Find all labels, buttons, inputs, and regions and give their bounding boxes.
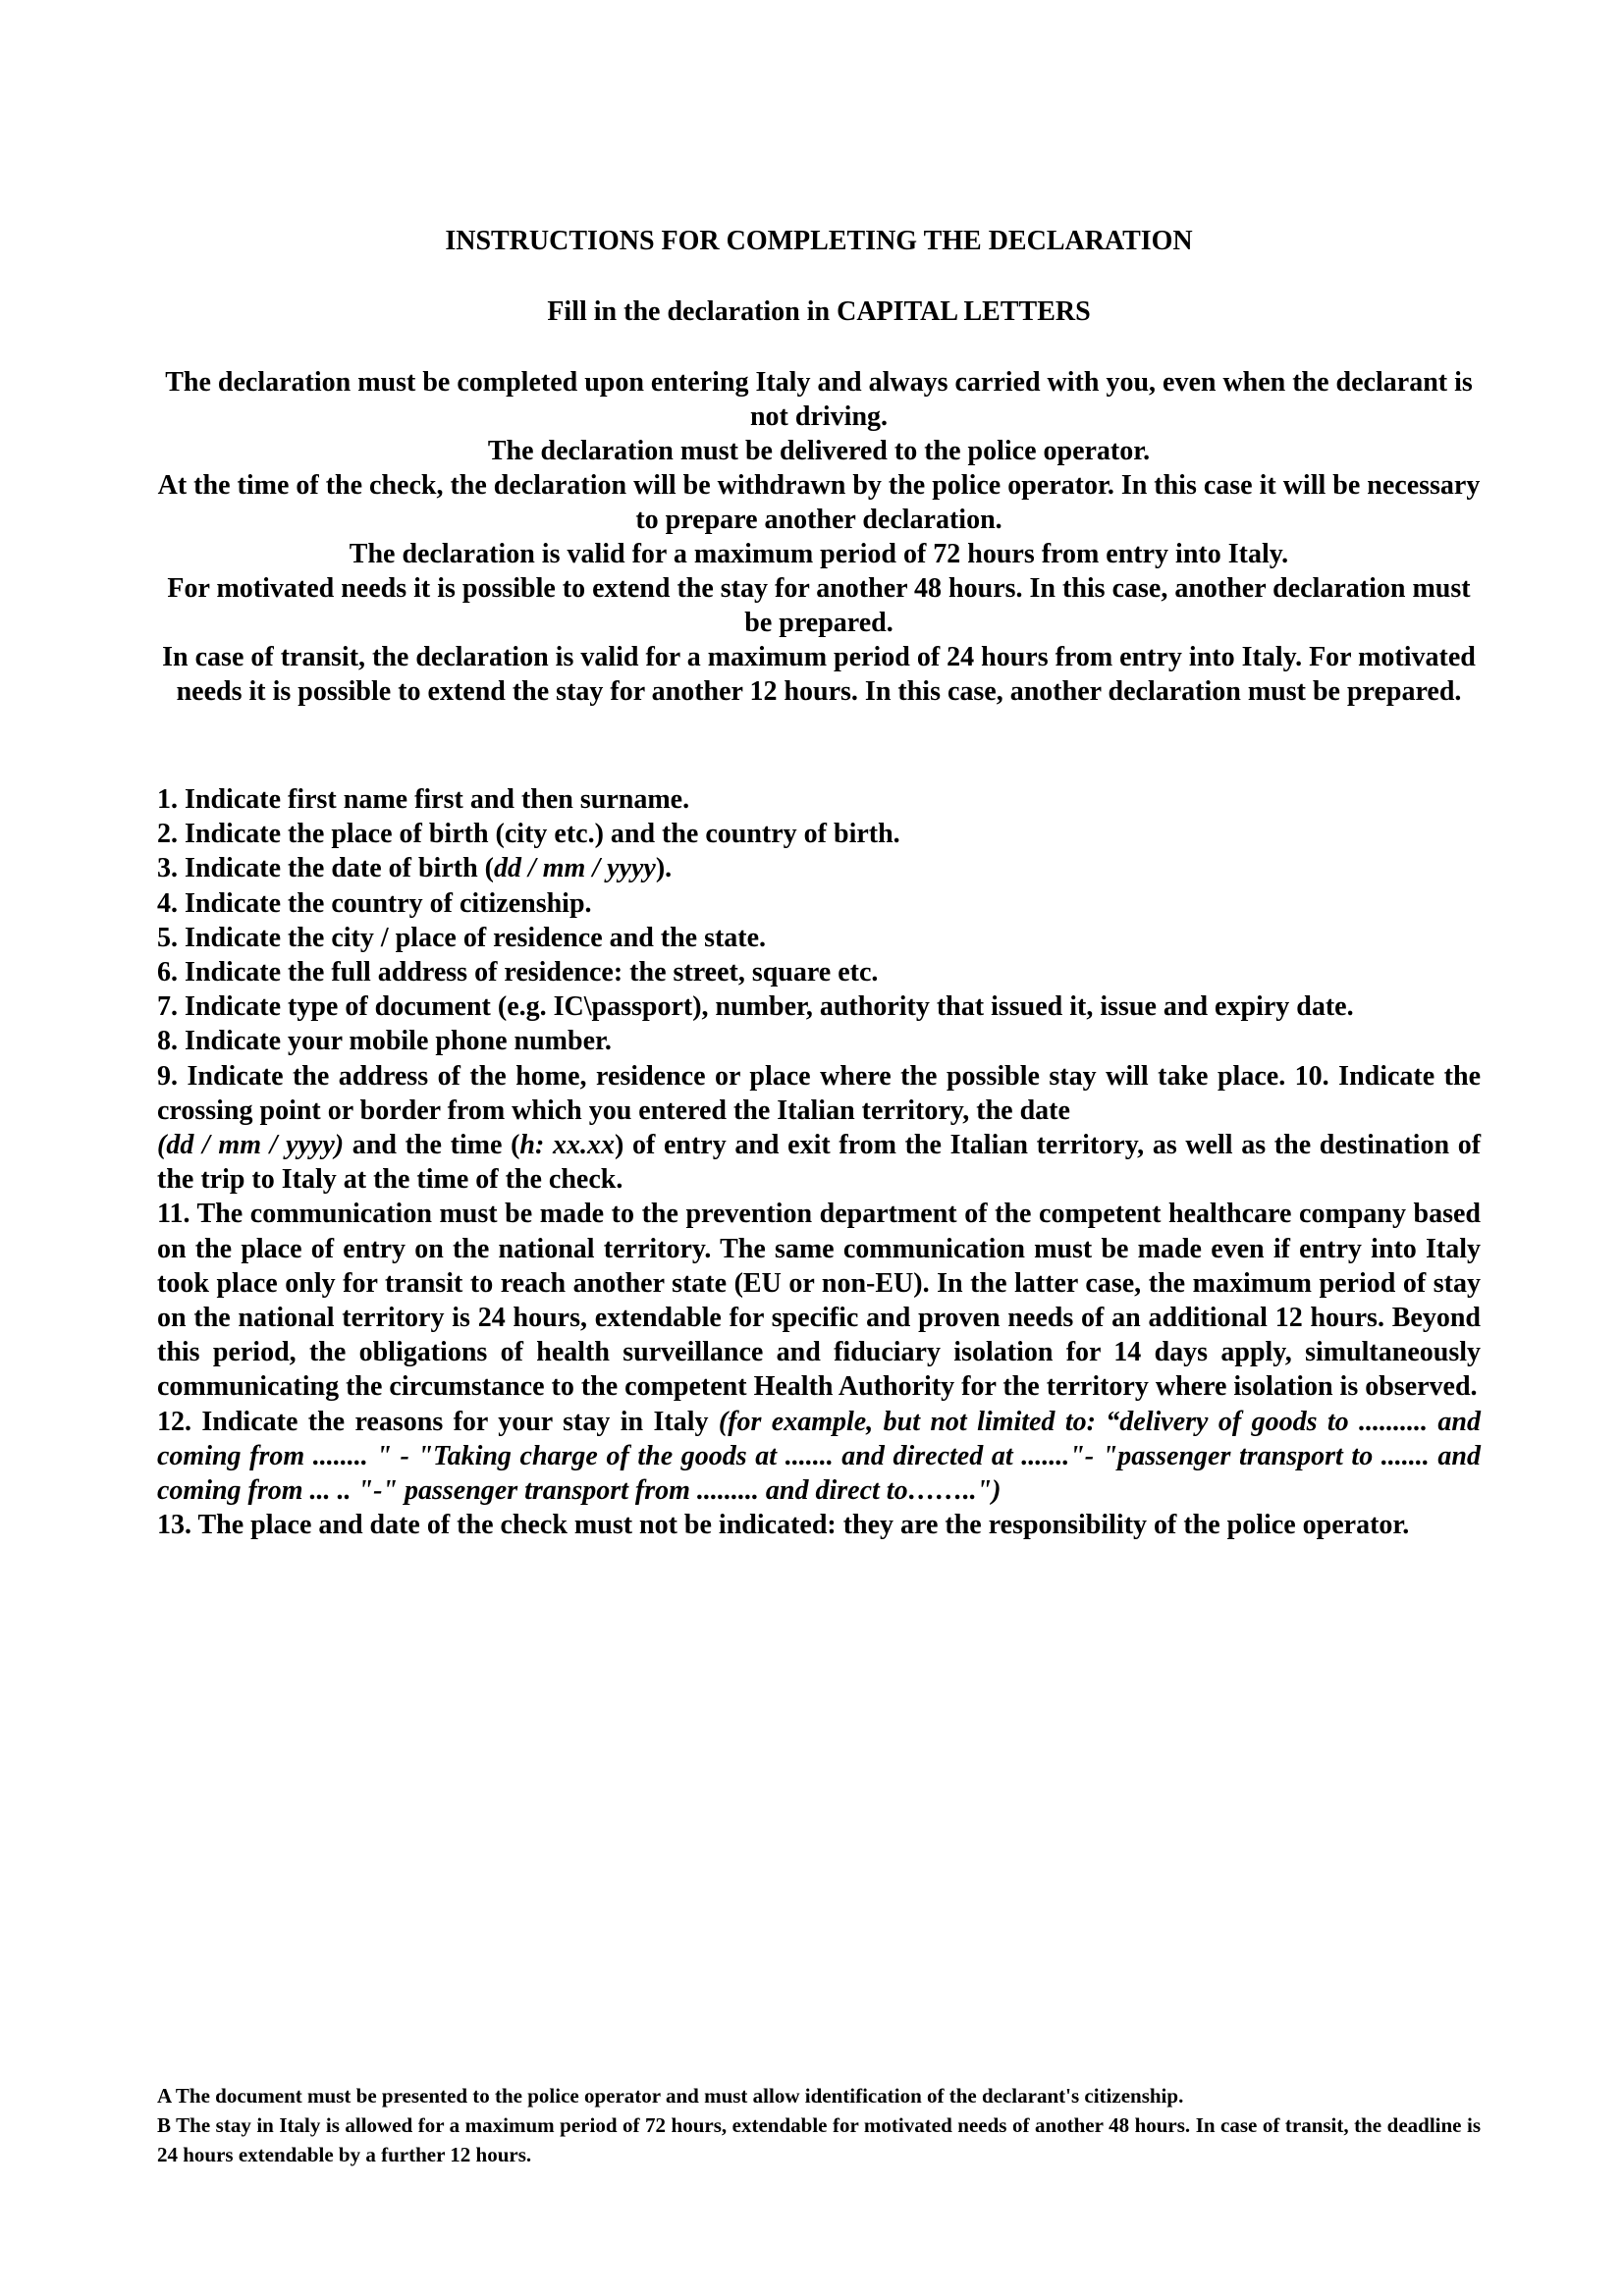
list-item	[157, 1405, 1481, 1509]
list-item: 8. Indicate your mobile phone number.	[157, 1026, 612, 1057]
list-item: 7. Indicate type of document (e.g. IC\passport), number, authority that issued it, issue and expiry date.	[157, 991, 1354, 1023]
item-text: ) of entry and exit from the Italian territory, as well as the destination of the trip to Italy at the time of the check.	[157, 1130, 1482, 1196]
time-format: h: xx.xx	[519, 1130, 615, 1161]
item-text: 3. Indicate the date of birth (	[157, 853, 494, 884]
intro-paragraph: The declaration is valid for a maximum period of 72 hours from entry into Italy.	[349, 539, 1289, 569]
page-title: INSTRUCTIONS FOR COMPLETING THE DECLARATION	[445, 226, 1193, 256]
footnote: A The document must be presented to the police operator and must allow identification of the declarant's citizenship.	[157, 2084, 1184, 2108]
list-item: 5. Indicate the city / place of residence and the state.	[157, 922, 767, 953]
page-subtitle: Fill in the declaration in CAPITAL LETTERS	[547, 296, 1091, 327]
list-item: 11. The communication must be made to the prevention department of the competent healthcare company based on the place of entry on the national territory. The same communication must be made even if entry into Italy took place only for transit to reach another state (EU or non-EU). In the latter case, the maximum period of stay on the national territory is 24 hours, extendable for specific and proven needs of an additional 12 hours. Beyond this period, the obligations of health surveillance and fiduciary isolation for 14 days apply, simultaneously communicating the circumstance to the competent Health Authority for the territory where isolation is observed.	[157, 1199, 1481, 1403]
list-item	[157, 1128, 1481, 1197]
list-item: 13. The place and date of the check must not be indicated: they are the responsibility of the police operator.	[157, 1510, 1410, 1541]
list-item: 6. Indicate the full address of residence: the street, square etc.	[157, 957, 879, 988]
list-item: 4. Indicate the country of citizenship.	[157, 887, 592, 919]
list-item	[157, 851, 1481, 885]
intro-paragraph: The declaration must be completed upon entering Italy and always carried with you, even when the declarant is not driving.	[165, 367, 1473, 432]
item-text: 12. Indicate the reasons for your stay in Italy	[157, 1406, 719, 1437]
footnote: B The stay in Italy is allowed for a maximum period of 72 hours, extendable for motivated needs of another 48 hours. In case of transit, the deadline is 24 hours extendable by a further 12 hours.	[157, 2113, 1481, 2166]
footnotes	[157, 2081, 1481, 2169]
date-format: dd / mm / yyyy	[493, 853, 656, 884]
list-item: 1. Indicate first name first and then surname.	[157, 784, 690, 815]
intro-block	[157, 365, 1481, 709]
item-text: and the time (	[344, 1130, 520, 1161]
list-item: 2. Indicate the place of birth (city etc.) and the country of birth.	[157, 819, 900, 850]
intro-paragraph: For motivated needs it is possible to extend the stay for another 48 hours. In this case, another declaration must be prepared.	[167, 573, 1471, 638]
instruction-list	[157, 782, 1481, 1542]
item-text: ).	[655, 853, 673, 884]
examples-text: (for example, but not limited to: “delivery of goods to .......... and coming from ........ " - "Taking charge of the goods at ....... and directed at ......."- "passenger transport to ....... and coming from ... .. "-" passenger transport from ......... and direct to……..")	[157, 1406, 1481, 1507]
intro-paragraph: At the time of the check, the declaration will be withdrawn by the police operator. In this case it will be necessary to prepare another declaration.	[157, 470, 1481, 535]
date-format: (dd / mm / yyyy)	[157, 1130, 345, 1161]
intro-paragraph: In case of transit, the declaration is valid for a maximum period of 24 hours from entry into Italy. For motivated needs it is possible to extend the stay for another 12 hours. In this case, another declaration must be prepared.	[162, 642, 1476, 707]
list-item: 9. Indicate the address of the home, residence or place where the possible stay will take place. 10. Indicate the crossing point or border from which you entered the Italian territory, the date	[157, 1060, 1481, 1126]
intro-paragraph: The declaration must be delivered to the police operator.	[487, 436, 1151, 466]
